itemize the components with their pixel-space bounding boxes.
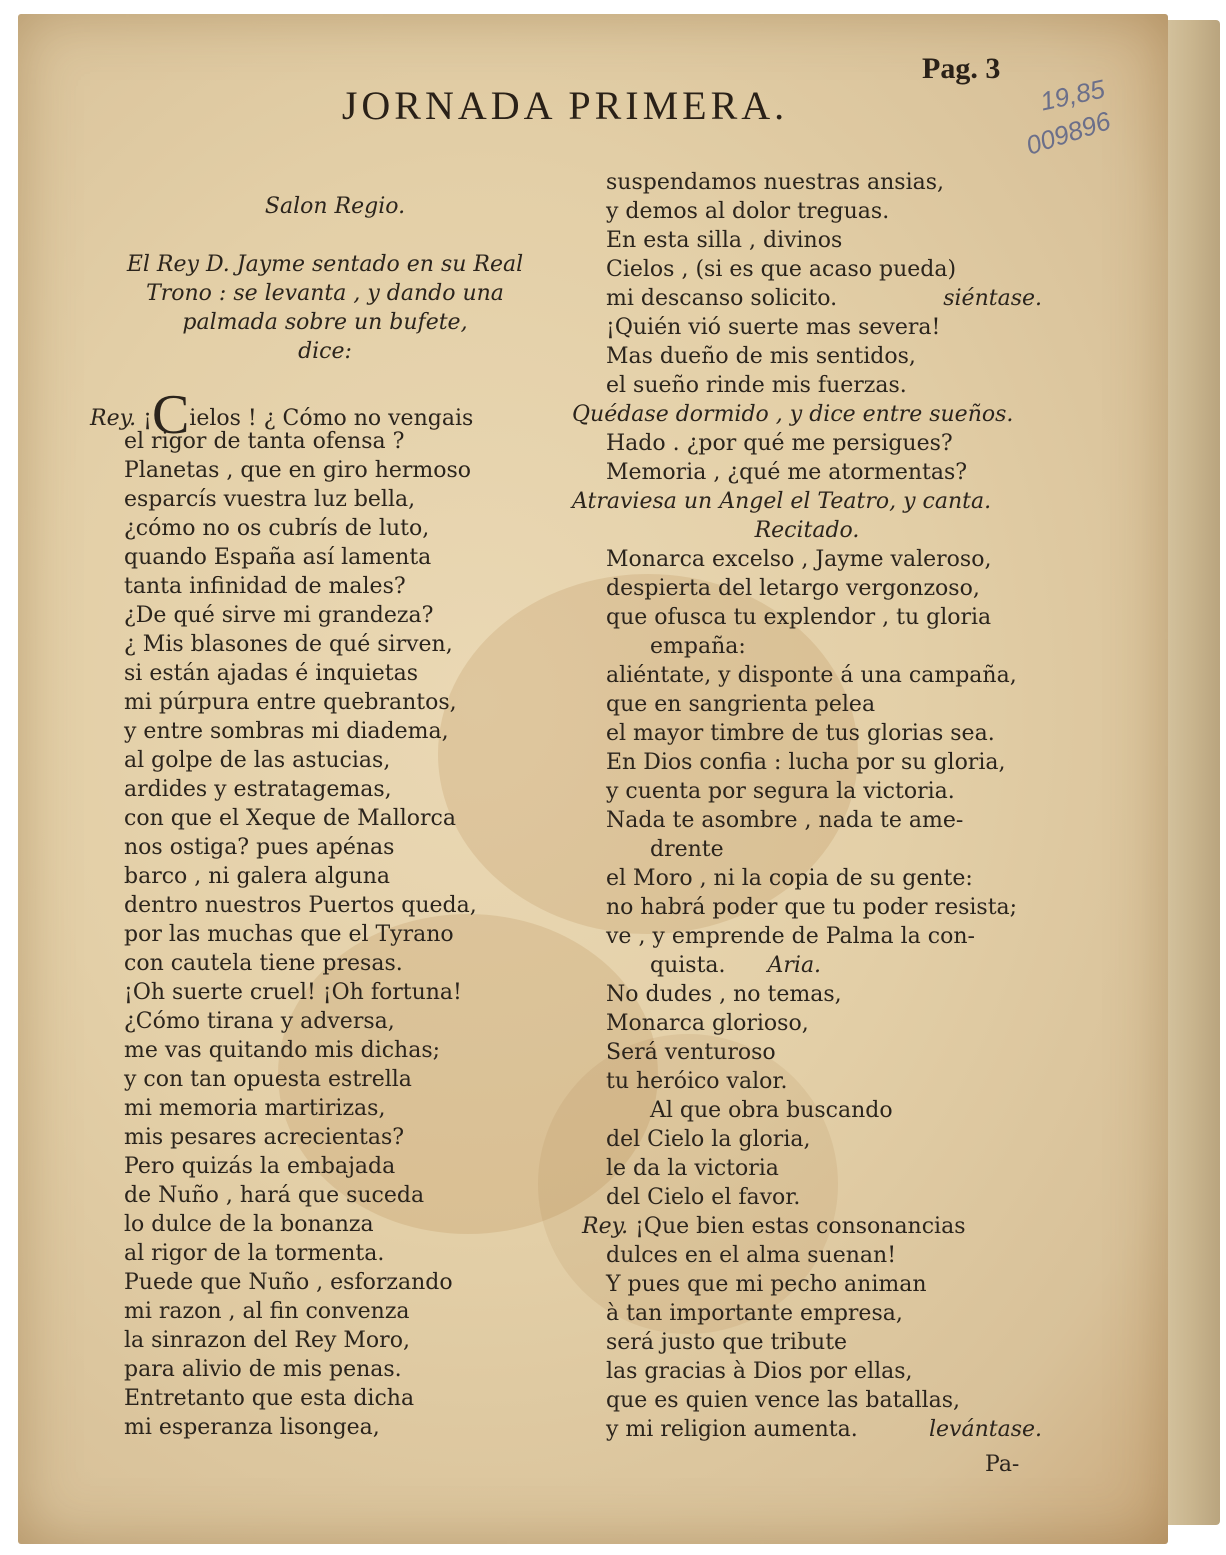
verse-line: aliéntate, y disponte á una campaña, bbox=[606, 663, 1017, 688]
verse-continuation: drente bbox=[650, 837, 724, 862]
verse-line: ¿De qué sirve mi grandeza? bbox=[124, 603, 434, 628]
verse-line: tanta infinidad de males? bbox=[124, 574, 406, 599]
right-column bbox=[572, 168, 1042, 1444]
stage-direction: Atraviesa un Angel el Teatro, y canta. bbox=[572, 489, 992, 514]
section-label-aria: Aria. bbox=[767, 953, 822, 978]
verse-list bbox=[572, 661, 1042, 835]
verse-line: ¡Oh suerte cruel! ¡Oh fortuna! bbox=[124, 980, 462, 1005]
verse-line: me vas quitando mis dichas; bbox=[124, 1038, 441, 1063]
verse-line: al rigor de la tormenta. bbox=[124, 1241, 385, 1266]
verse-line: tu heróico valor. bbox=[606, 1069, 788, 1094]
verse-line: del Cielo la gloria, bbox=[606, 1127, 811, 1152]
verse-line-with-direction bbox=[572, 284, 1042, 313]
verse-line: nos ostiga? pues apénas bbox=[124, 835, 395, 860]
verse-line: à tan importante empresa, bbox=[606, 1301, 903, 1326]
verse-list bbox=[572, 1125, 1042, 1212]
scene-heading: Salon Regio. bbox=[264, 194, 406, 219]
speaker-verse-line bbox=[572, 1212, 1042, 1241]
left-column bbox=[90, 192, 560, 1442]
verse-continuation: empaña: bbox=[650, 634, 746, 659]
verse-line: que ofusca tu explendor , tu gloria bbox=[606, 605, 992, 630]
verse-line: Entretanto que esta dicha bbox=[124, 1386, 415, 1411]
verse-list bbox=[572, 545, 1042, 632]
verse-line: será justo que tribute bbox=[606, 1330, 848, 1355]
verse-line: mi memoria martirizas, bbox=[124, 1096, 386, 1121]
stage-direction: levántase. bbox=[928, 1417, 1042, 1442]
verse-line: el mayor timbre de tus glorias sea. bbox=[606, 721, 995, 746]
verse-text: ¡Que bien estas consonancias bbox=[635, 1214, 966, 1239]
verse-text: y mi religion aumenta. bbox=[606, 1417, 858, 1442]
verse-line: dentro nuestros Puertos queda, bbox=[124, 893, 477, 918]
verse-line: al golpe de las astucias, bbox=[124, 748, 391, 773]
verse-line: las gracias à Dios por ellas, bbox=[606, 1359, 913, 1384]
verse-line: Memoria , ¿qué me atormentas? bbox=[606, 460, 968, 485]
verse-line: Hado . ¿por qué me persigues? bbox=[606, 431, 953, 456]
verse-line: no habrá poder que tu poder resista; bbox=[606, 895, 1018, 920]
verse-list bbox=[572, 429, 1042, 487]
verse-line: mi púrpura entre quebrantos, bbox=[124, 690, 457, 715]
verse-line: mi razon , al fin convenza bbox=[124, 1299, 410, 1324]
stage-direction-line: El Rey D. Jayme sentado en su Real bbox=[126, 252, 524, 277]
verse-line: de Nuño , hará que suceda bbox=[124, 1183, 425, 1208]
speaker-label: Rey. bbox=[90, 406, 137, 431]
verse-line: y con tan opuesta estrella bbox=[124, 1067, 412, 1092]
verse-list bbox=[572, 313, 1042, 400]
stage-direction-line: Trono : se levanta , y dando una bbox=[146, 281, 504, 306]
verse-line: que en sangrienta pelea bbox=[606, 692, 876, 717]
verse-text: mi descanso solicito. bbox=[606, 286, 838, 311]
verse-line: dulces en el alma suenan! bbox=[606, 1243, 897, 1268]
verse-line: esparcís vuestra luz bella, bbox=[124, 487, 416, 512]
verse-line: mi esperanza lisongea, bbox=[124, 1415, 380, 1440]
speaker-label: Rey. bbox=[582, 1214, 629, 1239]
section-label-recitado: Recitado. bbox=[754, 518, 860, 543]
pencil-annotation: 009896 bbox=[1022, 105, 1115, 161]
verse-list bbox=[90, 427, 560, 1442]
verse-line: ardides y estratagemas, bbox=[124, 777, 392, 802]
verse-line: Monarca excelso , Jayme valeroso, bbox=[606, 547, 992, 572]
stage-direction: Quédase dormido , y dice entre sueños. bbox=[572, 402, 1014, 427]
verse-line: le da la victoria bbox=[606, 1156, 779, 1181]
verse-line: Pero quizás la embajada bbox=[124, 1154, 396, 1179]
verse-line: con cautela tiene presas. bbox=[124, 951, 403, 976]
verse-line: la sinrazon del Rey Moro, bbox=[124, 1328, 410, 1353]
verse-continuation bbox=[572, 951, 1042, 980]
verse-line: ¿cómo no os cubrís de luto, bbox=[124, 516, 430, 541]
page-number: Pag. 3 bbox=[922, 52, 1001, 85]
verse-list bbox=[572, 1241, 1042, 1415]
verse-line: despierta del letargo vergonzoso, bbox=[606, 576, 980, 601]
verse-line: Al que obra buscando bbox=[650, 1098, 893, 1123]
verse-line: que es quien vence las batallas, bbox=[606, 1388, 961, 1413]
verse-list bbox=[572, 980, 1042, 1096]
verse-line: y cuenta por segura la victoria. bbox=[606, 779, 955, 804]
verse-list bbox=[572, 168, 1042, 284]
pencil-annotation: 19,85 bbox=[1037, 73, 1108, 117]
open-mark: ¡ bbox=[143, 406, 152, 431]
verse-text: ielos ! ¿ Cómo no vengais bbox=[189, 406, 474, 431]
verse-line: si están ajadas é inquietas bbox=[124, 661, 419, 686]
stage-direction-line: dice: bbox=[298, 339, 352, 364]
catchword: Pa- bbox=[985, 1452, 1020, 1477]
verse-line: Puede que Nuño , esforzando bbox=[124, 1270, 453, 1295]
verse-line: En Dios confia : lucha por su gloria, bbox=[606, 750, 1006, 775]
verse-line: ¡Quién vió suerte mas severa! bbox=[606, 315, 941, 340]
verse-line: barco , ni galera alguna bbox=[124, 864, 391, 889]
verse-line: y demos al dolor treguas. bbox=[606, 199, 890, 224]
verse-line: ¿Cómo tirana y adversa, bbox=[124, 1009, 395, 1034]
verse-line: En esta silla , divinos bbox=[606, 228, 843, 253]
verse-line: Mas dueño de mis sentidos, bbox=[606, 344, 916, 369]
stage-direction-line: palmada sobre un bufete, bbox=[182, 310, 468, 335]
verse-list bbox=[572, 864, 1042, 951]
verse-line-with-direction bbox=[572, 1415, 1042, 1444]
verse-line: Y pues que mi pecho animan bbox=[606, 1272, 927, 1297]
verse-line: lo dulce de la bonanza bbox=[124, 1212, 374, 1237]
verse-line: suspendamos nuestras ansias, bbox=[606, 170, 945, 195]
verse-line: No dudes , no temas, bbox=[606, 982, 842, 1007]
verse-line: del Cielo el favor. bbox=[606, 1185, 801, 1210]
verse-line: ¿ Mis blasones de qué sirven, bbox=[124, 632, 453, 657]
verse-line: Cielos , (si es que acaso pueda) bbox=[606, 257, 957, 282]
verse-line: Planetas , que en giro hermoso bbox=[124, 458, 472, 483]
verse-line: quando España así lamenta bbox=[124, 545, 432, 570]
page-title: JORNADA PRIMERA. bbox=[341, 83, 789, 128]
verse-line: el rigor de tanta ofensa ? bbox=[124, 429, 405, 454]
verse-line: mis pesares acrecientas? bbox=[124, 1125, 405, 1150]
verse-line: Será venturoso bbox=[606, 1040, 776, 1065]
stage-direction: siéntase. bbox=[943, 286, 1042, 311]
verse-line: para alivio de mis penas. bbox=[124, 1357, 402, 1382]
verse-text: quista. bbox=[650, 953, 726, 978]
verse-line: por las muchas que el Tyrano bbox=[124, 922, 454, 947]
verse-line: y entre sombras mi diadema, bbox=[124, 719, 449, 744]
verse-line: el sueño rinde mis fuerzas. bbox=[606, 373, 907, 398]
verse-line: ve , y emprende de Palma la con- bbox=[606, 924, 975, 949]
verse-line: Monarca glorioso, bbox=[606, 1011, 809, 1036]
drop-cap: C bbox=[151, 384, 190, 446]
verse-line: Nada te asombre , nada te ame- bbox=[606, 808, 964, 833]
verse-line: con que el Xeque de Mallorca bbox=[124, 806, 456, 831]
verse-line: el Moro , ni la copia de su gente: bbox=[606, 866, 973, 891]
